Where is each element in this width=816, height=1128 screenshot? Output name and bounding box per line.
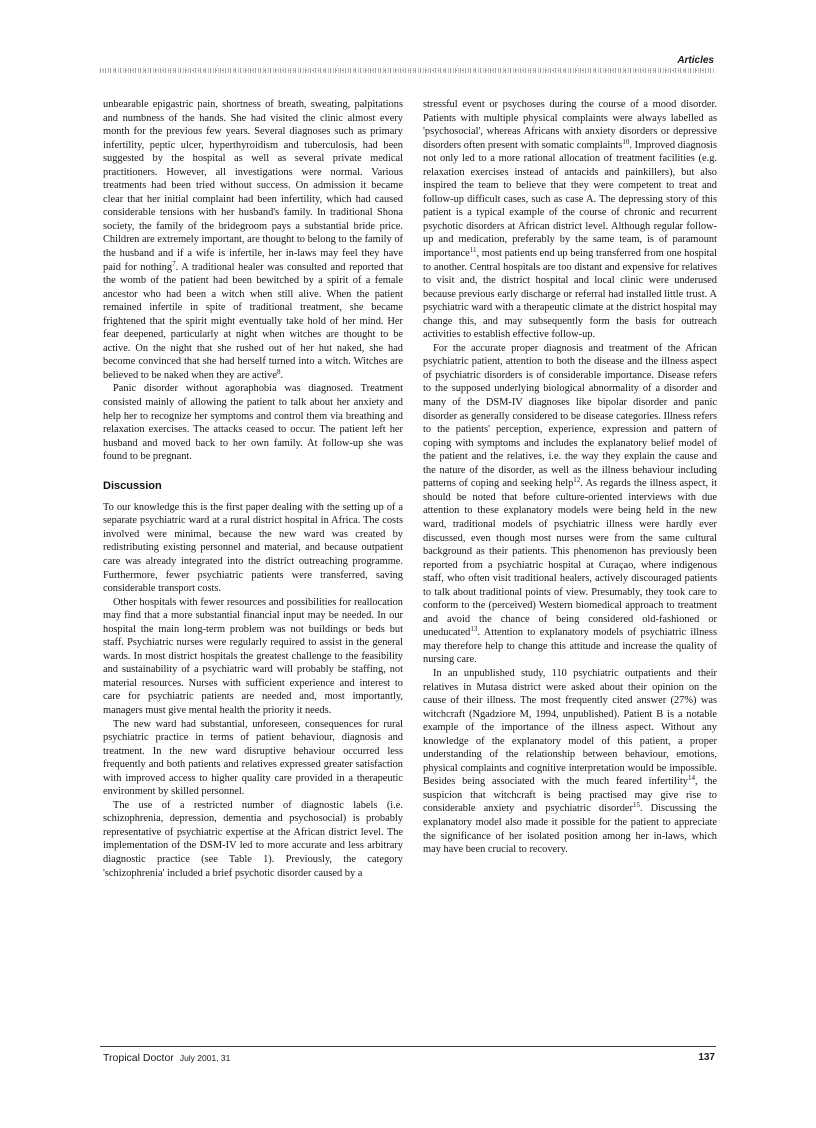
discussion-paragraph: To our knowledge this is the first paper dealing with the setting up of a separate psychiatric ward at a rural district hospital in Africa. The costs involved were minimal, because the new ward was created by redistributing existing personnel and material, and because outpatient care was already integrated into the district outreaching programme. Furthermore, fewer psychiatric patients were transferred, saving considerable transport costs. [103, 501, 403, 595]
citation: 7 [172, 259, 176, 268]
discussion-heading: Discussion [103, 479, 162, 492]
discussion-paragraph: Other hospitals with fewer resources and possibilities for reallocation may find that a more substantial financial input may be needed. In our hospital the main long-term problem was not buildings or beds but staff. Psychiatric nurses were regularly required to assist in the general wards. In most district hospitals the greatest challenge to the feasibility and sustainability of a psychiatric ward will probably be staffing, not material resources. Nurses with sufficient experience and interest to care for psychiatric patients are needed and, most importantly, managers must give mental health the priority it needs. [103, 596, 403, 716]
citation: 13 [470, 625, 478, 634]
right-column [423, 98, 717, 857]
issue-date: July 2001, 31 [179, 1053, 231, 1063]
footer-citation [103, 1052, 230, 1064]
citation: 11 [469, 246, 477, 255]
body-paragraph: In an unpublished study, 110 psychiatric outpatients and their relatives in Mutasa district were asked about their opinion on the cause of their illness. The most frequently cited answer (27%) was witchcraft (Ngadziore M, 1994, unpublished). Patient B is a notable example of the importance of the illness aspect. Without any knowledge of the explanatory model of this patient, a proper understanding of the relationship between behaviour, emotions, physical complaints and cognitive interpretation would be impossible. Besides being associated with the much feared infertility$^{14}$, the suspicion that witchcraft is being practised may give rise to considerable anxiety and psychiatric disorder$^{15}$. Discussing the explanatory model also made it possible for the patient to appreciate the significance of her isolated position among her in-laws, which may have been crucial to recovery. [423, 667, 718, 856]
discussion-paragraph: The new ward had substantial, unforeseen, consequences for rural psychiatric practice in terms of patient behaviour, diagnosis and treatment. In the new ward disruptive behaviour occurred less frequently and both patients and relatives expressed greater satisfaction with improved access to higher quality care provided in a therapeutic environment by skilled personnel. [103, 718, 403, 798]
discussion-paragraph: The use of a restricted number of diagnostic labels (i.e. schizophrenia, depression, dementia and psychosocial) is probably representative of psychiatric expertise at the African district level. The implementation of the DSM-IV led to more accurate and less arbitrary diagnostic practice (see Table 1). Previously, the category 'schizophrenia' included a brief psychotic disorder caused by a [103, 799, 403, 879]
citation: 14 [687, 774, 695, 783]
citation: 10 [622, 137, 630, 146]
footer-rule [100, 1046, 716, 1047]
citation: 15 [632, 801, 640, 810]
running-head-section: Articles [677, 55, 714, 66]
journal-name: Tropical Doctor [103, 1052, 174, 1064]
body-paragraph: stressful event or psychoses during the course of a mood disorder. Patients with multiple physical complaints were always labelled as 'psychosocial', whereas Africans with anxiety disorders or depressive disorders often present with somatic complaints$^{10}$. Improved diagnosis not only led to a more rational allocation of treatment facilities (e.g. relaxation exercises instead of antacids and painkillers), but also inspired the team to believe that they were competent to treat and follow-up difficult cases, such as case A. The depressing story of this patient is a typical example of the course of chronic and recurrent psychotic disorders at African district level. Although regular follow-up and medication, preferably by the same team, is of paramount importance$^{11}$, most patients end up being transferred from one hospital to another. Central hospitals are too distant and expensive for relatives to visit and, the district hospital and local clinic were underused because previous early discharge or referral had installed little trust. A psychiatric ward with a therapeutic climate at the district hospital may change this, and may subsequently form the basis for outreach activities to establish effective follow-up. [423, 99, 717, 341]
left-column [103, 98, 403, 880]
body-paragraph: For the accurate proper diagnosis and treatment of the African psychiatric patient, attention to both the disease and the illness aspect of psychiatric disorders is of considerable importance. Disease refers to the supposed underlying biological abnormality of a disorder and many of the DSM-IV diagnoses like bipolar disorder and panic disorder as generally considered to be disease categories. Illness refers to the patients' perception, experience, expression and pattern of coping with symptoms and includes the explanatory belief model of the patient and the relatives, i.e. the way they explain the cause and the nature of the disorder, as well as the illness behaviour including patterns of coping and seeking help$^{12}$. As regards the illness aspect, it should be noted that before culture-oriented interviews with due attention to these explanatory models were being held in the new ward, traditional models of psychiatric illness were hardly ever discussed, even though most nurses were from the same cultural background as their patients. This phenomenon has previously been reported from a psychiatric hospital at Curaçao, where indigenous staff, who often visit traditional healers, actively discouraged patients to talk about traditional points of view. Presumably, they took care to conform to the (perceived) Western biomedical approach to treatment and avoid the chance of being considered old-fashioned or uneducated$^{13}$. Attention to explanatory models of psychiatric illness may therefore help to change this attitude and increase the quality of nursing care. [423, 342, 717, 666]
decorative-header-rule [100, 68, 714, 73]
page-number: 137 [698, 1052, 715, 1063]
case-b-outcome-paragraph: Panic disorder without agoraphobia was diagnosed. Treatment consisted mainly of allowing the patient to talk about her anxiety and help her to recognize her symptoms and control them via breathing and relaxation exercises. The attacks ceased to occur. The patient left her husband and moved back to her own family. At follow-up she was found to be pregnant. [103, 383, 403, 463]
citation: 8 [276, 367, 281, 376]
citation: 12 [573, 476, 581, 485]
case-b-paragraph: unbearable epigastric pain, shortness of breath, sweating, palpitations and numbness of the hands. She had visited the clinic almost every month for the previous few years. Several diagnoses such as primary infertility, peptic ulcer, hyperthyroidism and tuberculosis, had been suggested by the hospital as well as several private medical practitioners. However, all investigations were normal. Various treatments had been tried without success. On admission it became clear that her initial complaint had been infertility, which had caused considerable tensions with her husband's family. In traditional Shona society, the family of the bridegroom pays a substantial bride price. Children are extremely important, are thought to belong to the family of the husband and if a wife is infertile, her in-laws may feel they have paid for nothing$^7$. A traditional healer was consulted and reported that the womb of the patient had been bewitched by a spirit of a female ancestor who had been a witch when still alive. When the patient remained infertile in spite of traditional treatment, she became frightened that the spirit might eventually take hold of her mind. Her fear deepened, particularly at night when witches are thought to be active. On the night that she rushed out of her hut naked, she had become convinced that she had herself turned into a witch. Witches are believed to be naked when they are active$^8$. [103, 99, 403, 381]
